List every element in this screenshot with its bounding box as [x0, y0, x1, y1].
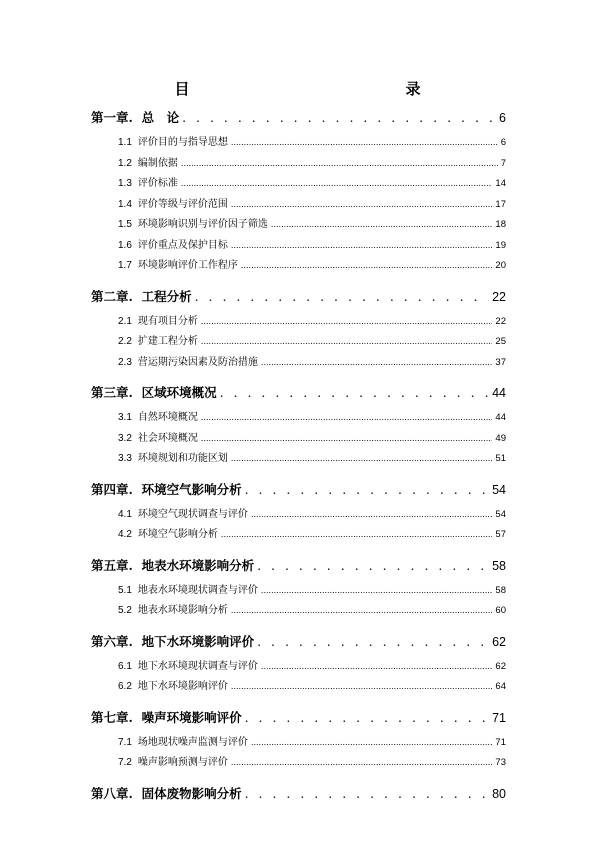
section-page-number: 60	[495, 605, 506, 616]
chapter-page-number: 80	[492, 786, 506, 801]
section-number: 2.2	[118, 336, 132, 347]
chapter-title: 地表水环境影响分析	[132, 557, 255, 573]
dot-leader	[181, 179, 493, 188]
section-number: 3.3	[118, 453, 132, 464]
section-page-number: 64	[495, 681, 506, 692]
toc-section-entry[interactable]	[91, 353, 506, 374]
chapter-page-number: 22	[492, 289, 506, 304]
chapter-label: 第四章.	[91, 481, 133, 497]
toc-section-entry[interactable]	[91, 133, 506, 154]
chapter-title: 总 论	[132, 110, 180, 125]
chapter-label: 第一章.	[91, 110, 133, 125]
toc-chapter-entry[interactable]	[91, 480, 506, 500]
toc-chapter-entry[interactable]	[91, 108, 506, 128]
section-title: 环境规划和功能区划	[137, 453, 228, 464]
chapter-label: 第二章.	[91, 288, 133, 304]
section-title: 评价等级与评价范围	[137, 198, 228, 210]
section-number: 6.2	[118, 681, 132, 692]
section-title: 环境空气影响分析	[137, 529, 218, 540]
section-number: 1.3	[118, 178, 132, 189]
section-number: 1.5	[118, 219, 132, 230]
section-page-number: 7	[500, 157, 506, 169]
section-number: 7.1	[118, 736, 132, 748]
toc-section-entry[interactable]	[91, 581, 506, 602]
dot-leader	[231, 138, 498, 147]
dot-leader	[201, 337, 493, 346]
section-title: 社会环境概况	[137, 432, 198, 444]
toc-section-entry[interactable]	[91, 332, 506, 353]
dot-leader	[261, 662, 493, 671]
chapter-title: 固体废物影响分析	[132, 785, 242, 801]
section-number: 7.2	[118, 757, 132, 768]
toc-section-entry[interactable]	[91, 312, 506, 333]
section-page-number: 20	[495, 260, 506, 271]
section-title: 自然环境概况	[137, 412, 198, 423]
section-page-number: 17	[495, 198, 506, 210]
chapter-page-number: 58	[492, 558, 506, 573]
section-title: 噪声影响预测与评价	[137, 757, 228, 768]
dot-leader	[182, 110, 496, 125]
toc-section-entry[interactable]	[91, 449, 506, 470]
chapter-page-number: 71	[492, 710, 506, 725]
section-page-number: 57	[495, 529, 506, 540]
section-number: 5.1	[118, 584, 132, 596]
section-title: 营运期污染因素及防治措施	[137, 356, 258, 368]
toc-section-entry[interactable]	[91, 215, 506, 236]
toc-section-entry[interactable]	[91, 236, 506, 257]
chapter-title: 噪声环境影响评价	[132, 709, 242, 725]
section-number: 2.1	[118, 315, 132, 327]
section-page-number: 73	[495, 757, 506, 768]
section-page-number: 71	[495, 736, 506, 748]
chapter-title: 区域环境概况	[132, 385, 217, 400]
section-title: 评价目的与指导思想	[137, 137, 228, 148]
section-page-number: 18	[495, 219, 506, 230]
toc-section-entry[interactable]	[91, 195, 506, 216]
section-title: 编制依据	[137, 157, 178, 169]
section-number: 1.7	[118, 260, 132, 271]
section-title: 地表水环境影响分析	[137, 605, 228, 616]
chapter-label: 第三章.	[91, 385, 133, 400]
toc-chapter-entry[interactable]	[91, 383, 506, 403]
toc-section-entry[interactable]	[91, 657, 506, 678]
chapter-title: 地下水环境影响评价	[132, 633, 255, 649]
section-number: 5.2	[118, 605, 132, 616]
section-page-number: 51	[495, 453, 506, 464]
section-title: 现有项目分析	[137, 315, 198, 327]
section-number: 4.1	[118, 508, 132, 520]
dot-leader	[251, 510, 493, 519]
section-page-number: 14	[495, 178, 506, 189]
section-page-number: 25	[495, 336, 506, 347]
section-number: 4.2	[118, 529, 132, 540]
toc-chapter-entry[interactable]	[91, 556, 506, 576]
section-page-number: 49	[495, 432, 506, 444]
toc-section-entry[interactable]	[91, 256, 506, 277]
dot-leader	[231, 454, 493, 463]
dot-leader	[231, 606, 493, 615]
section-page-number: 58	[495, 584, 506, 596]
chapter-title: 环境空气影响分析	[132, 481, 242, 497]
toc-section-entry[interactable]	[91, 733, 506, 754]
section-title: 扩建工程分析	[137, 336, 198, 347]
dot-leader	[271, 220, 493, 229]
chapter-page-number: 62	[492, 634, 506, 649]
dot-leader	[221, 530, 493, 539]
section-page-number: 62	[495, 660, 506, 672]
dot-leader	[231, 200, 493, 209]
toc-section-entry[interactable]	[91, 174, 506, 195]
chapter-title: 工程分析	[132, 288, 192, 304]
chapter-label: 第五章.	[91, 557, 133, 573]
dot-leader	[241, 261, 493, 270]
dot-leader	[245, 710, 490, 725]
chapter-label: 第七章.	[91, 709, 133, 725]
section-page-number: 54	[495, 508, 506, 520]
toc-section-entry[interactable]	[91, 601, 506, 622]
dot-leader	[245, 482, 490, 497]
dot-leader	[251, 738, 493, 747]
dot-leader	[261, 358, 493, 367]
section-title: 评价重点及保护目标	[137, 239, 228, 251]
toc-section-entry[interactable]	[91, 505, 506, 526]
section-number: 1.1	[118, 137, 132, 148]
chapter-label: 第八章.	[91, 785, 133, 801]
section-title: 环境影响识别与评价因子筛选	[137, 219, 268, 230]
toc-chapter-entry[interactable]	[91, 287, 506, 307]
table-of-contents	[91, 108, 506, 804]
dot-leader	[201, 317, 493, 326]
section-number: 3.2	[118, 432, 132, 444]
section-number: 6.1	[118, 660, 132, 672]
dot-leader	[231, 758, 493, 767]
section-number: 3.1	[118, 412, 132, 423]
dot-leader	[231, 241, 493, 250]
chapter-label: 第六章.	[91, 633, 133, 649]
section-title: 地表水环境现状调查与评价	[137, 584, 258, 596]
section-number: 1.6	[118, 239, 132, 251]
dot-leader	[245, 786, 490, 801]
section-page-number: 37	[495, 356, 506, 368]
section-number: 1.4	[118, 198, 132, 210]
toc-section-entry[interactable]	[91, 154, 506, 175]
section-page-number: 19	[495, 239, 506, 251]
dot-leader	[201, 434, 493, 443]
toc-section-entry[interactable]	[91, 753, 506, 774]
toc-section-entry[interactable]	[91, 525, 506, 546]
dot-leader	[181, 159, 498, 168]
chapter-page-number: 44	[492, 386, 506, 400]
toc-section-entry[interactable]	[91, 429, 506, 450]
section-title: 环境影响评价工作程序	[137, 260, 238, 271]
section-title: 地下水环境影响评价	[137, 681, 228, 692]
dot-leader	[220, 385, 490, 400]
dot-leader	[201, 413, 493, 422]
toc-chapter-entry[interactable]	[91, 708, 506, 728]
section-number: 1.2	[118, 157, 132, 169]
section-title: 评价标准	[137, 178, 178, 189]
section-title: 环境空气现状调查与评价	[137, 508, 248, 520]
chapter-page-number: 6	[499, 111, 506, 125]
dot-leader	[231, 682, 493, 691]
section-page-number: 44	[495, 412, 506, 423]
section-number: 2.3	[118, 356, 132, 368]
dot-leader	[195, 289, 490, 304]
toc-section-entry[interactable]	[91, 677, 506, 698]
dot-leader	[257, 558, 489, 573]
section-title: 场地现状噪声监测与评价	[137, 736, 248, 748]
section-page-number: 22	[495, 315, 506, 327]
section-page-number: 6	[500, 137, 506, 148]
chapter-page-number: 54	[492, 482, 506, 497]
page-title: 目 录	[174, 80, 483, 98]
dot-leader	[257, 634, 489, 649]
section-title: 地下水环境现状调查与评价	[137, 660, 258, 672]
toc-chapter-entry[interactable]	[91, 784, 506, 804]
toc-chapter-entry[interactable]	[91, 632, 506, 652]
toc-section-entry[interactable]	[91, 408, 506, 429]
dot-leader	[261, 586, 493, 595]
